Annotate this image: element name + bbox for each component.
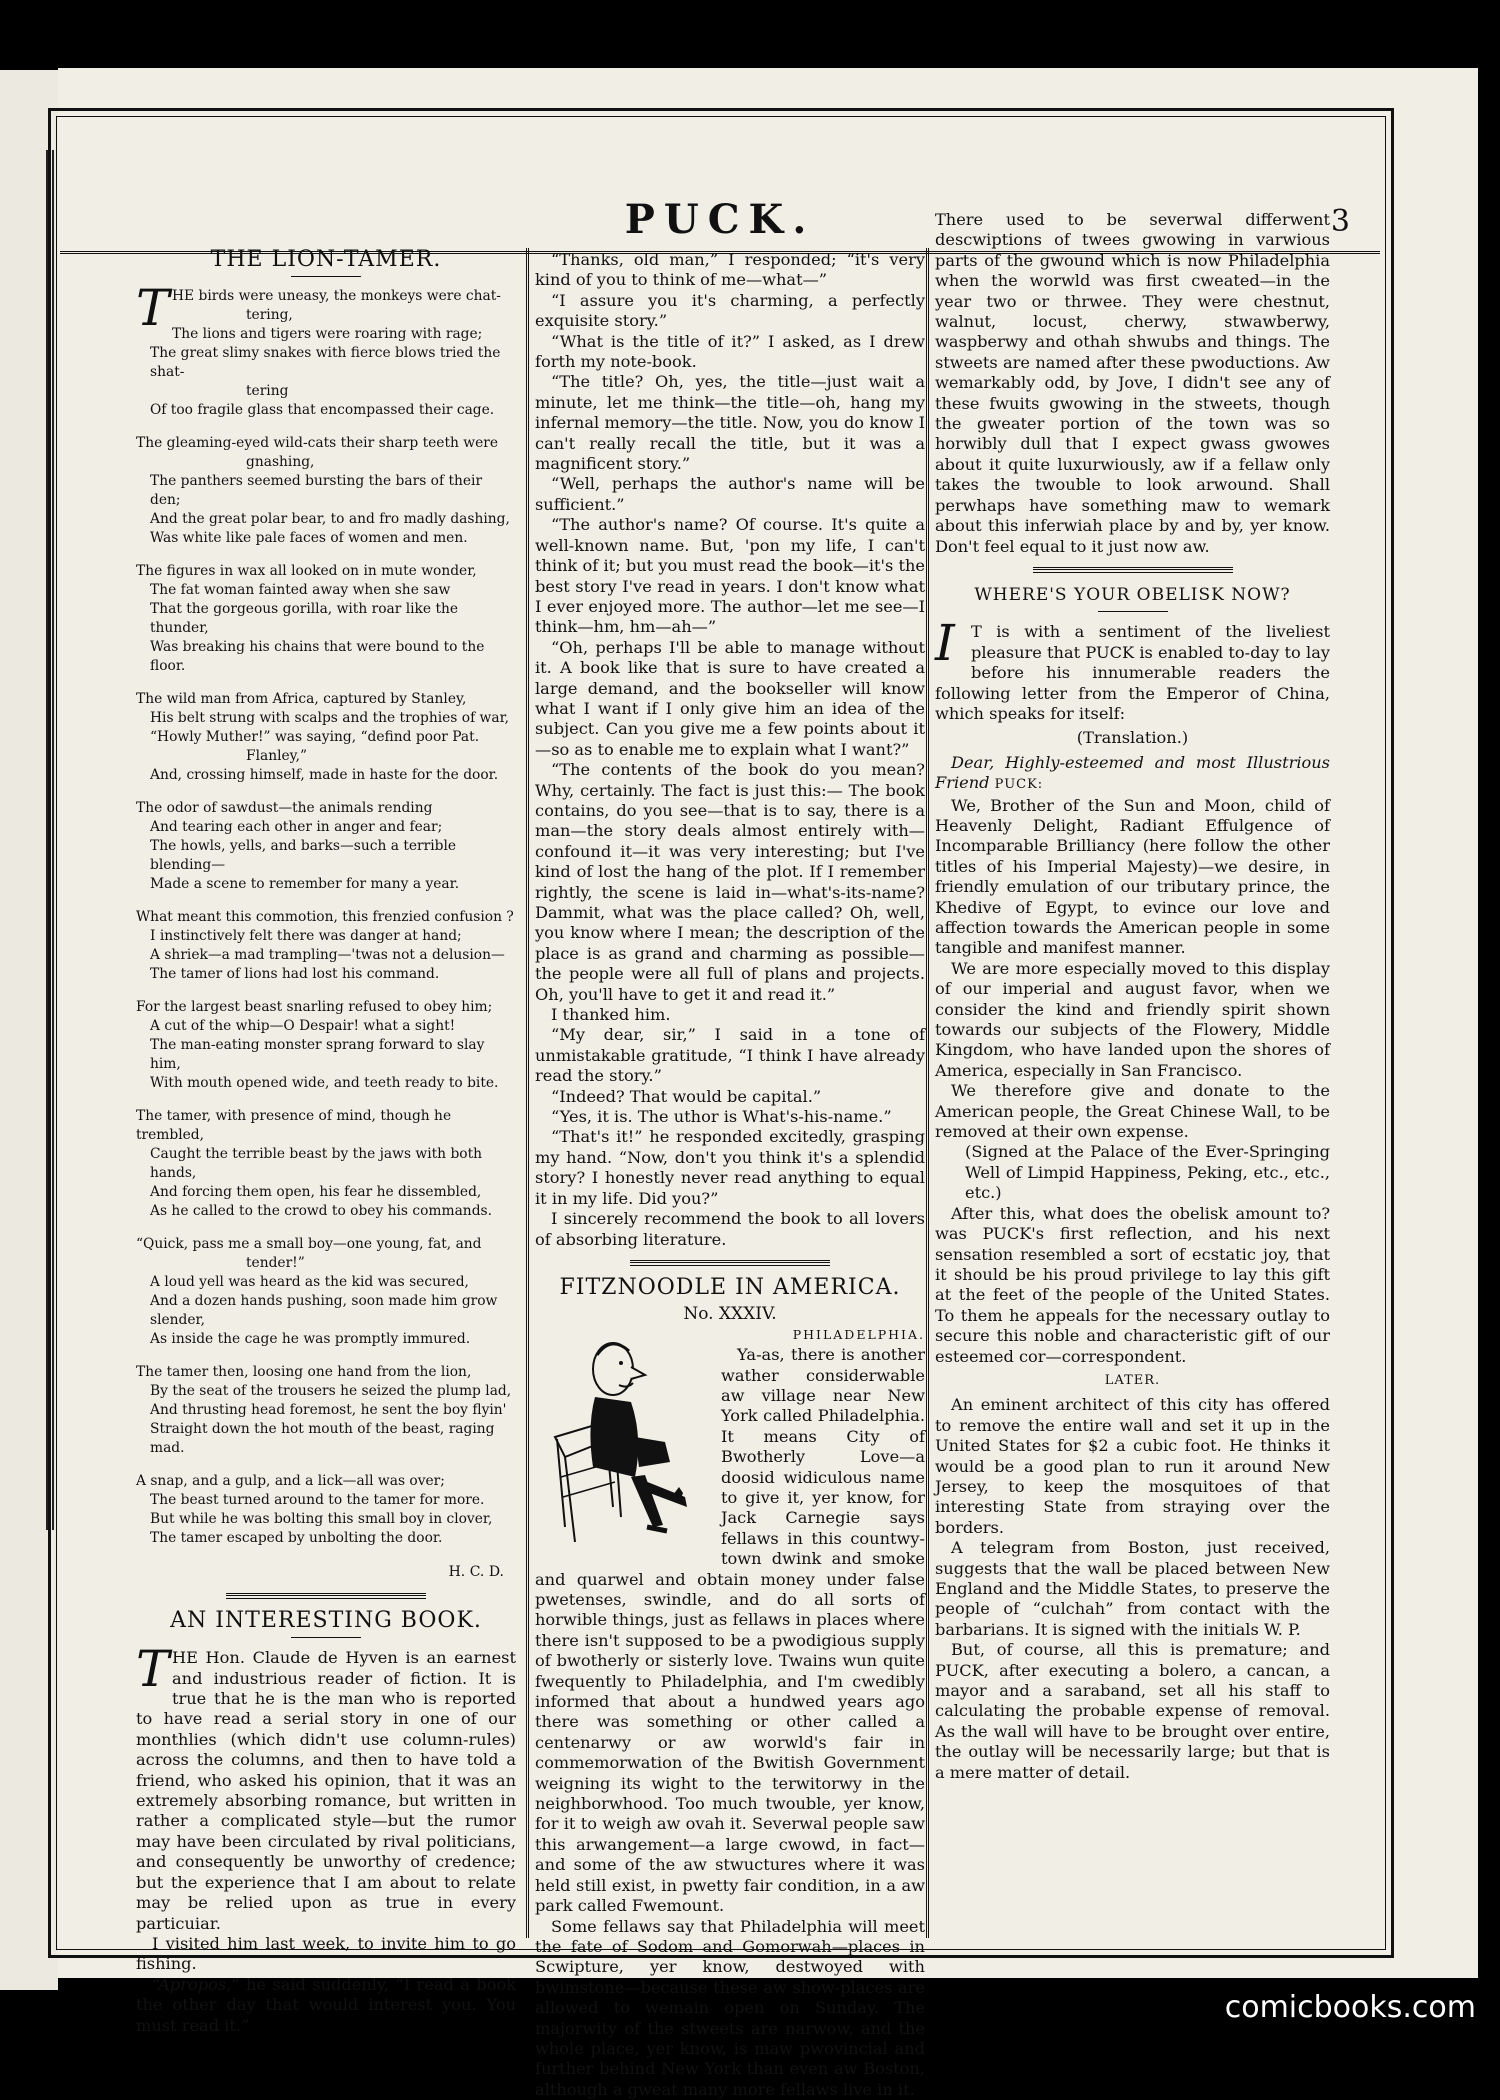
article-paragraph: There used to be severwal differwent descwiptions of twees gwowing in varwious parts of the gwound which is now Philadelphia when the worwld was first cweated—in the year two or thrwee. They were chestnut, walnut, locust, cherwy, stwawberwy, waspberwy and othah shwubs and things. The stweets are named after these pwoductions. Aw wemarkably odd, by Jove, I didn't see any of these fwuits gwowing in the stweets, though the gweater portion of the town was so horwibly dull that I expect gwass gwowes about it quite luxurwiously, aw if a fellaw only takes the twouble to look arwound. Shall perwhaps have something maw to wemark about this inferwiah place by and by, yer know. Don't feel equal to it just now aw.: [935, 210, 1330, 557]
poem-lion-tamer: [136, 287, 516, 1548]
section-separator: [630, 1260, 830, 1266]
article-paragraph: Ya-as, there is another wather considerwable aw village near New York called Philadelphia. It means City of Bwotherly Love—a doosid widiculous name to give it, yer know, for Jack Carnegie says fellaws in this countwy-town dwink and smoke and quarwel and obtain money under false pwetenses, swindle, and do all sorts of horwible things, just as fellaws in places where there isn't supposed to be a pwodigious supply of bwotherly or sisterly love. Twains wun quite fwequently to Philadelphia, and I'm cwedibly informed that about a hundwed years ago there was something or other called a centenarwy or aw worwld's fair in commemorwation of the Bwitish Government weigning its wight to the terwitorwy in the neighborwhood. Too much twouble, yer know, for it to weigh aw ovah it. Severwal people saw this arwangement—a large cwowd, in fact—and some of the aw stwuctures where it was held still exist, in pwetty fair condition, in a aw park called Fwemount.: [535, 1345, 925, 1916]
article-paragraph: But, of course, all this is premature; and PUCK, after executing a bolero, a cancan, a mayor and a saraband, set all his staff to calculating the probable expense of removal. As the wall will have to be brought over entire, the outlay will be necessarily large; but that is a mere matter of detail.: [935, 1640, 1330, 1783]
translation-note: (Translation.): [935, 728, 1330, 748]
poem-stanza: [136, 1235, 516, 1349]
poem-line: The beast turned around to the tamer for more.: [136, 1491, 516, 1510]
salutation: Dear, Highly-esteemed and most Illustrious Friend PUCK:: [935, 753, 1330, 796]
poem-line: tender!”: [136, 1254, 516, 1273]
article-paragraph: “Indeed? That would be capital.”: [535, 1087, 925, 1107]
article-paragraph: Some fellaws say that Philadelphia will meet the fate of Sodom and Gomorwah—places in Scwipture, yer know, destwoyed with bwimstone—because these aw show-places are allowed to wemain open on Sunday. The majorwity of the stweets are narwow, and the whole place, yer know, is maw pwovincial and further behind New York than even aw Boston, although a gweat many more fellaws live in it.: [535, 1917, 925, 2100]
article-paragraph: “The author's name? Of course. It's quite a well-known name. But, 'pon my life, I can't think of it; but you must read the book—it's the best story I've read in years. I don't know what I ever enjoyed more. The author—let me see—I think—hm, hm—ah—”: [535, 515, 925, 637]
poem-line: For the largest beast snarling refused to obey him;: [136, 998, 516, 1017]
article-paragraph: “Oh, perhaps I'll be able to manage without it. A book like that is sure to have created a large demand, and the bookseller will know what I want if I only give him an idea of the subject. Can you give me a few points about it—so as to enable me to explain what I want?”: [535, 638, 925, 760]
column-2: [535, 250, 925, 1940]
poem-line: Flanley,”: [136, 747, 516, 766]
column-rule: [526, 248, 529, 1938]
poem-signature: H. C. D.: [136, 1562, 516, 1582]
page-number: 3: [1331, 204, 1350, 239]
drop-cap: T: [136, 287, 168, 329]
article-paragraph: I visited him last week, to invite him to go fishing.: [136, 1934, 516, 1975]
poem-line: “Howly Muther!” was saying, “defind poor Pat.: [136, 728, 516, 747]
poem-line: gnashing,: [136, 453, 516, 472]
article-continuation: [535, 250, 925, 1250]
poem-line: The odor of sawdust—the animals rending: [136, 799, 516, 818]
later-heading: LATER.: [935, 1371, 1330, 1391]
poem-line: The gleaming-eyed wild-cats their sharp teeth were: [136, 434, 516, 453]
poem-line: The tamer escaped by unbolting the door.: [136, 1529, 516, 1548]
poem-stanza: [136, 998, 516, 1093]
column-1: [136, 250, 516, 1940]
section-separator: [1033, 567, 1233, 573]
article-paragraph: “I assure you it's charming, a perfectly exquisite story.”: [535, 291, 925, 332]
poem-line: And, crossing himself, made in haste for the door.: [136, 766, 516, 785]
poem-line: tering,: [136, 306, 516, 325]
article-paragraph: “Thanks, old man,” I responded; “it's very kind of you to think of me—what—”: [535, 250, 925, 291]
poem-line: Made a scene to remember for many a year.: [136, 875, 516, 894]
article-paragraph: An eminent architect of this city has offered to remove the entire wall and set it up in the United States for $2 a cubic foot. He thinks it would be a good plan to run it around New Jersey, to keep the mosquitoes of that interesting State from straying over the borders.: [935, 1395, 1330, 1538]
poem-line: And tearing each other in anger and fear;: [136, 818, 516, 837]
article-paragraph: We are more especially moved to this display of our imperial and august favor, when we consider the kind and friendly spirit shown towards our subjects of the Flowery, Middle Kingdom, who have landed upon the shores of America, especially in San Francisco.: [935, 959, 1330, 1081]
poem-line: His belt strung with scalps and the trophies of war,: [136, 709, 516, 728]
poem-stanza: [136, 908, 516, 984]
poem-line: And a dozen hands pushing, soon made him grow slender,: [136, 1292, 516, 1330]
article-paragraph: After this, what does the obelisk amount to? was PUCK's first reflection, and his next sensation resembled a sort of ecstatic joy, that it should be his proud privilege to lay this gift at the feet of the people of the United States. To them he appeals for the necessary outlay to secure this noble and characteristic gift of our esteemed cor—correspondent.: [935, 1204, 1330, 1367]
fitznoodle-illustration: [535, 1327, 713, 1557]
poem-line: Straight down the hot mouth of the beast, raging mad.: [136, 1420, 516, 1458]
article-paragraph: “That's it!” he responded excitedly, grasping my hand. “Now, don't you think it's a splendid story? I honestly never read anything to equal it in my life. Did you?”: [535, 1127, 925, 1209]
article-paragraph: “The title? Oh, yes, the title—just wait a minute, let me think—the title—oh, hang my infernal memory—the title. Now, you do know I can't really recall the title, but it was a magnificent story.”: [535, 372, 925, 474]
article-paragraph: “Yes, it is. The uthor is What's-his-name.”: [535, 1107, 925, 1127]
poem-line: That the gorgeous gorilla, with roar like the thunder,: [136, 600, 516, 638]
installment-number: No. XXXIV.: [535, 1304, 925, 1324]
article-paragraph: I thanked him.: [535, 1005, 925, 1025]
poem-line: The lions and tigers were roaring with rage;: [136, 325, 516, 344]
poem-line: Caught the terrible beast by the jaws with both hands,: [136, 1145, 516, 1183]
poem-line: As he called to the crowd to obey his commands.: [136, 1202, 516, 1221]
article-paragraph: “The contents of the book do you mean? Why, certainly. The fact is just this:— The book contains, do you see—that is to say, there is a man—the story deals almost entirely with—confound it—it was very interesting; but I've kind of lost the hang of the plot. If I remember rightly, the scene is laid in—what's-its-name? Dammit, what was the place called? Oh, well, you know where I mean; the description of the place is as grand and charming as possible—the people were all full of plans and projects. Oh, you'll have to get it and read it.”: [535, 760, 925, 1005]
poem-line: What meant this commotion, this frenzied confusion ?: [136, 908, 516, 927]
poem-line: The tamer then, loosing one hand from the lion,: [136, 1363, 516, 1382]
poem-line: The man-eating monster sprang forward to slay him,: [136, 1036, 516, 1074]
article-paragraph: We, Brother of the Sun and Moon, child of Heavenly Delight, Radiant Effulgence of Incomparable Brilliancy (here follow the other titles of his Imperial Majesty)—we desire, in friendly emulation of our tributary prince, the Khedive of Egypt, to evince our love and affection towards the American people in some tangible and manifest manner.: [935, 796, 1330, 959]
section-separator: [226, 1593, 426, 1599]
poem-line: Was white like pale faces of women and men.: [136, 529, 516, 548]
article-paragraph: “What is the title of it?” I asked, as I drew forth my note-book.: [535, 332, 925, 373]
article-paragraph: A telegram from Boston, just received, suggests that the wall be placed between New England and the Middle States, to preserve the people of “culchah” from contact with the barbarians. It is signed with the initials W. P.: [935, 1538, 1330, 1640]
poem-line: The figures in wax all looked on in mute wonder,: [136, 562, 516, 581]
poem-line: tering: [136, 382, 516, 401]
poem-line: The tamer, with presence of mind, though he trembled,: [136, 1107, 516, 1145]
poem-line: The panthers seemed bursting the bars of their den;: [136, 472, 516, 510]
dateline: PHILADELPHIA.: [535, 1325, 925, 1345]
poem-line: The howls, yells, and barks—such a terrible blending—: [136, 837, 516, 875]
poem-title: THE LION-TAMER.: [136, 250, 516, 270]
poem-stanza: [136, 1472, 516, 1548]
article-paragraph: “Apropos,” he said suddenly, “I read a book the other day that would interest you. You must read it.”: [136, 1975, 516, 2036]
poem-line: I instinctively felt there was danger at hand;: [136, 927, 516, 946]
signed-line: (Signed at the Palace of the Ever-Springing Well of Limpid Happiness, Peking, etc., etc., etc.): [935, 1142, 1330, 1203]
poem-stanza: [136, 799, 516, 894]
poem-line: As inside the cage he was promptly immured.: [136, 1330, 516, 1349]
poem-stanza: [136, 690, 516, 785]
poem-line: With mouth opened wide, and teeth ready to bite.: [136, 1074, 516, 1093]
drop-cap: I: [935, 622, 967, 664]
article-paragraph: We therefore give and donate to the American people, the Great Chinese Wall, to be removed at their own expense.: [935, 1081, 1330, 1142]
masthead-title: PUCK.: [60, 196, 1380, 243]
poem-stanza: [136, 562, 516, 676]
poem-line: And thrusting head foremost, he sent the boy flyin': [136, 1401, 516, 1420]
poem-line: And forcing them open, his fear he dissembled,: [136, 1183, 516, 1202]
article-title: WHERE'S YOUR OBELISK NOW?: [935, 585, 1330, 605]
article-paragraph: “Well, perhaps the author's name will be sufficient.”: [535, 474, 925, 515]
poem-line: “Quick, pass me a small boy—one young, fat, and: [136, 1235, 516, 1254]
poem-line: A snap, and a gulp, and a lick—all was over;: [136, 1472, 516, 1491]
poem-line: HE birds were uneasy, the monkeys were chat-: [136, 287, 516, 306]
article-paragraph: THE Hon. Claude de Hyven is an earnest and industrious reader of fiction. It is true that he is the man who is reported to have read a serial story in one of our monthlies (which didn't use column-rules) across the columns, and then to have told a friend, who asked his opinion, that it was an extremely absorbing romance, but written in rather a complicated style—but the rumor may have been circulated by rival politicians, and consequently be unworthy of credence; but the experience that I am about to relate may be relied upon as true in every particuiar.: [136, 1648, 516, 1934]
poem-stanza: [136, 434, 516, 548]
poem-line: Was breaking his chains that were bound to the floor.: [136, 638, 516, 676]
poem-stanza: [136, 1107, 516, 1221]
article-paragraph: I sincerely recommend the book to all lovers of absorbing literature.: [535, 1209, 925, 1250]
poem-line: By the seat of the trousers he seized the plump lad,: [136, 1382, 516, 1401]
poem-stanza: [136, 287, 516, 420]
drop-cap: T: [136, 1648, 168, 1690]
article-paragraph: “My dear, sir,” I said in a tone of unmistakable gratitude, “I think I have already read the story.”: [535, 1025, 925, 1086]
poem-stanza: [136, 1363, 516, 1458]
poem-line: A shriek—a mad trampling—'twas not a delusion—: [136, 946, 516, 965]
poem-line: A cut of the whip—O Despair! what a sight!: [136, 1017, 516, 1036]
article-title: FITZNOODLE IN AMERICA.: [535, 1278, 925, 1298]
poem-line: The great slimy snakes with fierce blows tried the shat-: [136, 344, 516, 382]
poem-line: The tamer of lions had lost his command.: [136, 965, 516, 984]
poem-line: A loud yell was heard as the kid was secured,: [136, 1273, 516, 1292]
poem-line: Of too fragile glass that encompassed their cage.: [136, 401, 516, 420]
poem-line: And the great polar bear, to and fro madly dashing,: [136, 510, 516, 529]
watermark: comicbooks.com: [1225, 1990, 1476, 2025]
article-title: AN INTERESTING BOOK.: [136, 1611, 516, 1631]
column-rule: [926, 248, 929, 1938]
poem-line: The wild man from Africa, captured by Stanley,: [136, 690, 516, 709]
column-3: [935, 250, 1330, 1940]
article-paragraph: I T is with a sentiment of the liveliest pleasure that PUCK is enabled to-day to lay before his innumerable readers the following letter from the Emperor of China, which speaks for itself:: [935, 622, 1330, 724]
poem-line: The fat woman fainted away when she saw: [136, 581, 516, 600]
poem-line: But while he was bolting this small boy in clover,: [136, 1510, 516, 1529]
